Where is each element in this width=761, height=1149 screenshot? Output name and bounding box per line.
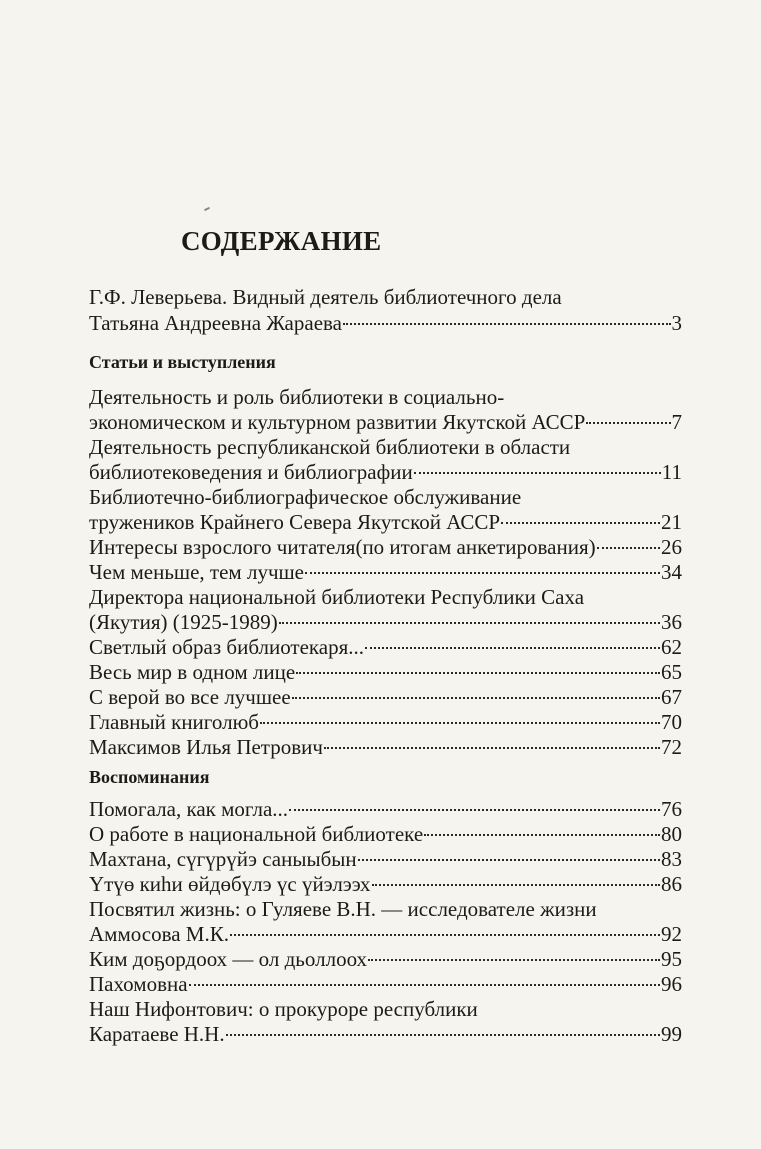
- dot-leader: [305, 572, 660, 574]
- entry-text: Үтүө киһи өйдөбүлэ үс үйэлээх: [89, 872, 371, 896]
- toc-line: [89, 684, 682, 710]
- toc-line: [89, 434, 682, 460]
- page-number: 7: [671, 410, 682, 434]
- toc-line: [89, 584, 682, 610]
- section-heading-articles: Статьи и выступления: [89, 352, 276, 372]
- dot-leader: [414, 472, 661, 474]
- page-number: 21: [661, 510, 682, 534]
- entry-text: (Якутия) (1925-1989): [89, 610, 278, 634]
- toc-line: [89, 509, 682, 535]
- dot-leader: [226, 1034, 660, 1036]
- entry-text: библиотековедения и библиографии: [89, 460, 413, 484]
- page-number: 96: [661, 972, 682, 996]
- toc-line: [89, 796, 682, 822]
- toc-line: [89, 896, 682, 922]
- page-number: 36: [661, 610, 682, 634]
- page-number: 76: [661, 797, 682, 821]
- dot-leader: [597, 547, 660, 549]
- toc-line: [89, 921, 682, 947]
- toc-line: [89, 971, 682, 997]
- entry-text: Наш Нифонтович: о прокуроре республики: [89, 997, 478, 1021]
- entry-text: Директора национальной библиотеки Республики Саха: [89, 585, 585, 609]
- toc-line: [89, 534, 682, 560]
- entry-text: Г.Ф. Леверьева. Видный деятель библиотечного дела: [89, 285, 562, 309]
- entry-text: Деятельность республиканской библиотеки в области: [89, 435, 571, 459]
- page-speck: [204, 207, 210, 211]
- page-number: 99: [661, 1022, 682, 1046]
- toc-line: [89, 384, 682, 410]
- toc-line: [89, 659, 682, 685]
- entry-text: С верой во все лучшее: [89, 685, 291, 709]
- dot-leader: [324, 747, 660, 749]
- toc-line: [89, 284, 682, 310]
- toc-line: [89, 996, 682, 1022]
- toc-line: [89, 310, 682, 336]
- toc-line: [89, 871, 682, 897]
- dot-leader: [365, 647, 660, 649]
- entry-text: Светлый образ библиотекаря...: [89, 635, 365, 659]
- dot-leader: [296, 672, 660, 674]
- toc-line: [89, 559, 682, 585]
- page-number: 92: [661, 922, 682, 946]
- page-number: 26: [661, 535, 682, 559]
- dot-leader: [260, 722, 660, 724]
- entry-text: Махтана, сүгүрүйэ саныыбын: [89, 847, 357, 871]
- entry-text: Посвятил жизнь: о Гуляеве В.Н. — исследователе жизни: [89, 897, 597, 921]
- entry-text: Аммосова М.К.: [89, 922, 229, 946]
- entry-text: Татьяна Андреевна Жараева: [89, 311, 342, 335]
- toc-title: СОДЕРЖАНИЕ: [181, 226, 382, 256]
- page-number: 86: [661, 872, 682, 896]
- entry-text: Деятельность и роль библиотеки в социально-: [89, 385, 505, 409]
- dot-leader: [230, 934, 660, 936]
- toc-line: [89, 734, 682, 760]
- page-number: 72: [661, 735, 682, 759]
- entry-text: Каратаеве Н.Н.: [89, 1022, 225, 1046]
- toc-line: [89, 946, 682, 972]
- page-number: 62: [661, 635, 682, 659]
- dot-leader: [289, 809, 660, 811]
- dot-leader: [343, 323, 671, 325]
- section-heading-memoirs: Воспоминания: [89, 767, 210, 787]
- entry-text: экономическом и культурном развитии Якутской АССР: [89, 410, 586, 434]
- toc-line: [89, 609, 682, 635]
- dot-leader: [372, 884, 660, 886]
- toc-line: [89, 634, 682, 660]
- toc-line: [89, 409, 682, 435]
- page-number: 80: [661, 822, 682, 846]
- page-number: 95: [661, 947, 682, 971]
- page-number: 70: [661, 710, 682, 734]
- page-number: 11: [661, 460, 682, 484]
- entry-text: Пахомовна: [89, 972, 188, 996]
- entry-text: О работе в национальной библиотеке: [89, 822, 424, 846]
- entry-text: Ким доҕордоох — ол дьоллоох: [89, 947, 368, 971]
- entry-text: Максимов Илья Петрович: [89, 735, 323, 759]
- entry-text: Главный книголюб: [89, 710, 259, 734]
- dot-leader: [292, 697, 660, 699]
- page-number: 34: [661, 560, 682, 584]
- entry-text: Чем меньше, тем лучше: [89, 560, 304, 584]
- dot-leader: [368, 959, 660, 961]
- page-number: 65: [661, 660, 682, 684]
- page-number: 3: [671, 311, 682, 335]
- entry-text: Весь мир в одном лице: [89, 660, 296, 684]
- toc-line: [89, 484, 682, 510]
- dot-leader: [586, 422, 670, 424]
- dot-leader: [424, 834, 660, 836]
- toc-line: [89, 1021, 682, 1047]
- toc-line: [89, 459, 682, 485]
- entry-text: тружеников Крайнего Севера Якутской АССР: [89, 510, 501, 534]
- toc-line: [89, 821, 682, 847]
- toc-line: [89, 709, 682, 735]
- dot-leader: [501, 522, 660, 524]
- page-number: 83: [661, 847, 682, 871]
- entry-text: Интересы взрослого читателя(по итогам анкетирования): [89, 535, 596, 559]
- dot-leader: [189, 984, 660, 986]
- page-number: 67: [661, 685, 682, 709]
- entry-text: Библиотечно-библиографическое обслуживание: [89, 485, 522, 509]
- dot-leader: [279, 622, 660, 624]
- entry-text: Помогала, как могла...: [89, 797, 289, 821]
- dot-leader: [358, 859, 660, 861]
- toc-line: [89, 846, 682, 872]
